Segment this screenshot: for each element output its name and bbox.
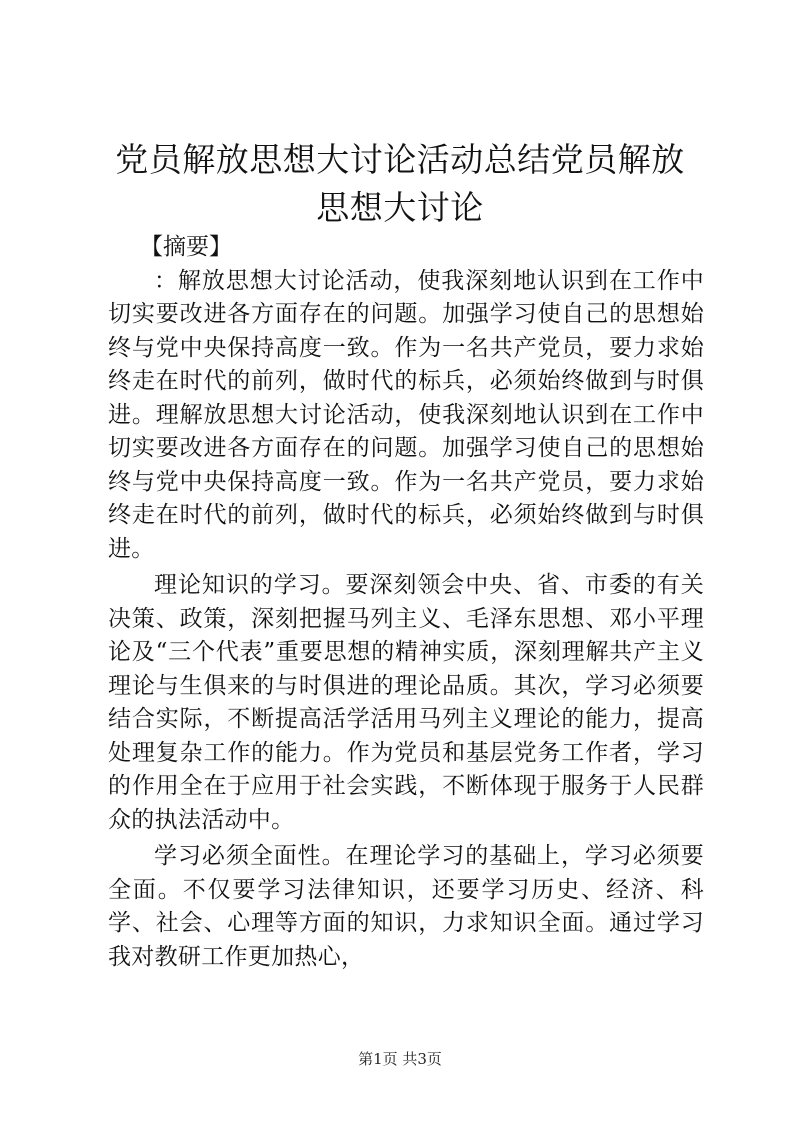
paragraph-theory-study: 理论知识的学习。要深刻领会中央、省、市委的有关决策、政策，深刻把握马列主义、毛泽东思想、邓小平理论及“三个代表”重要思想的精神实质，深刻理解共产主义理论与生俱来的与时俱进的理论品质。其次，学习必须要结合实际，不断提高活学活用马列主义理论的能力，提高处理复杂工作的能力。作为党员和基层党务工作者，学习的作用全在于应用于社会实践，不断体现于服务于人民群众的执法活动中。: [108, 572, 704, 833]
abstract-label: 【摘要】: [140, 234, 232, 260]
paragraph-comprehensive-study: 学习必须全面性。在理论学习的基础上，学习必须要全面。不仅要学习法律知识，还要学习历史、经济、科学、社会、心理等方面的知识，力求知识全面。通过学习我对教研工作更加热心，: [108, 843, 704, 970]
document-body: [108, 231, 704, 974]
page-number: 第1页 共3页: [358, 1050, 442, 1068]
paragraph-abstract: ：解放思想大讨论活动，使我深刻地认识到在工作中切实要改进各方面存在的问题。加强学习使自己的思想始终与党中央保持高度一致。作为一名共产党员，要力求始终走在时代的前列，做时代的标兵，必须始终做到与时俱进。理解放思想大讨论活动，使我深刻地认识到在工作中切实要改进各方面存在的问题。加强学习使自己的思想始终与党中央保持高度一致。作为一名共产党员，要力求始终走在时代的前列，做时代的标兵，必须始终做到与时俱进。: [108, 267, 704, 562]
document-title: 党员解放思想大讨论活动总结党员解放思想大讨论: [115, 140, 685, 227]
